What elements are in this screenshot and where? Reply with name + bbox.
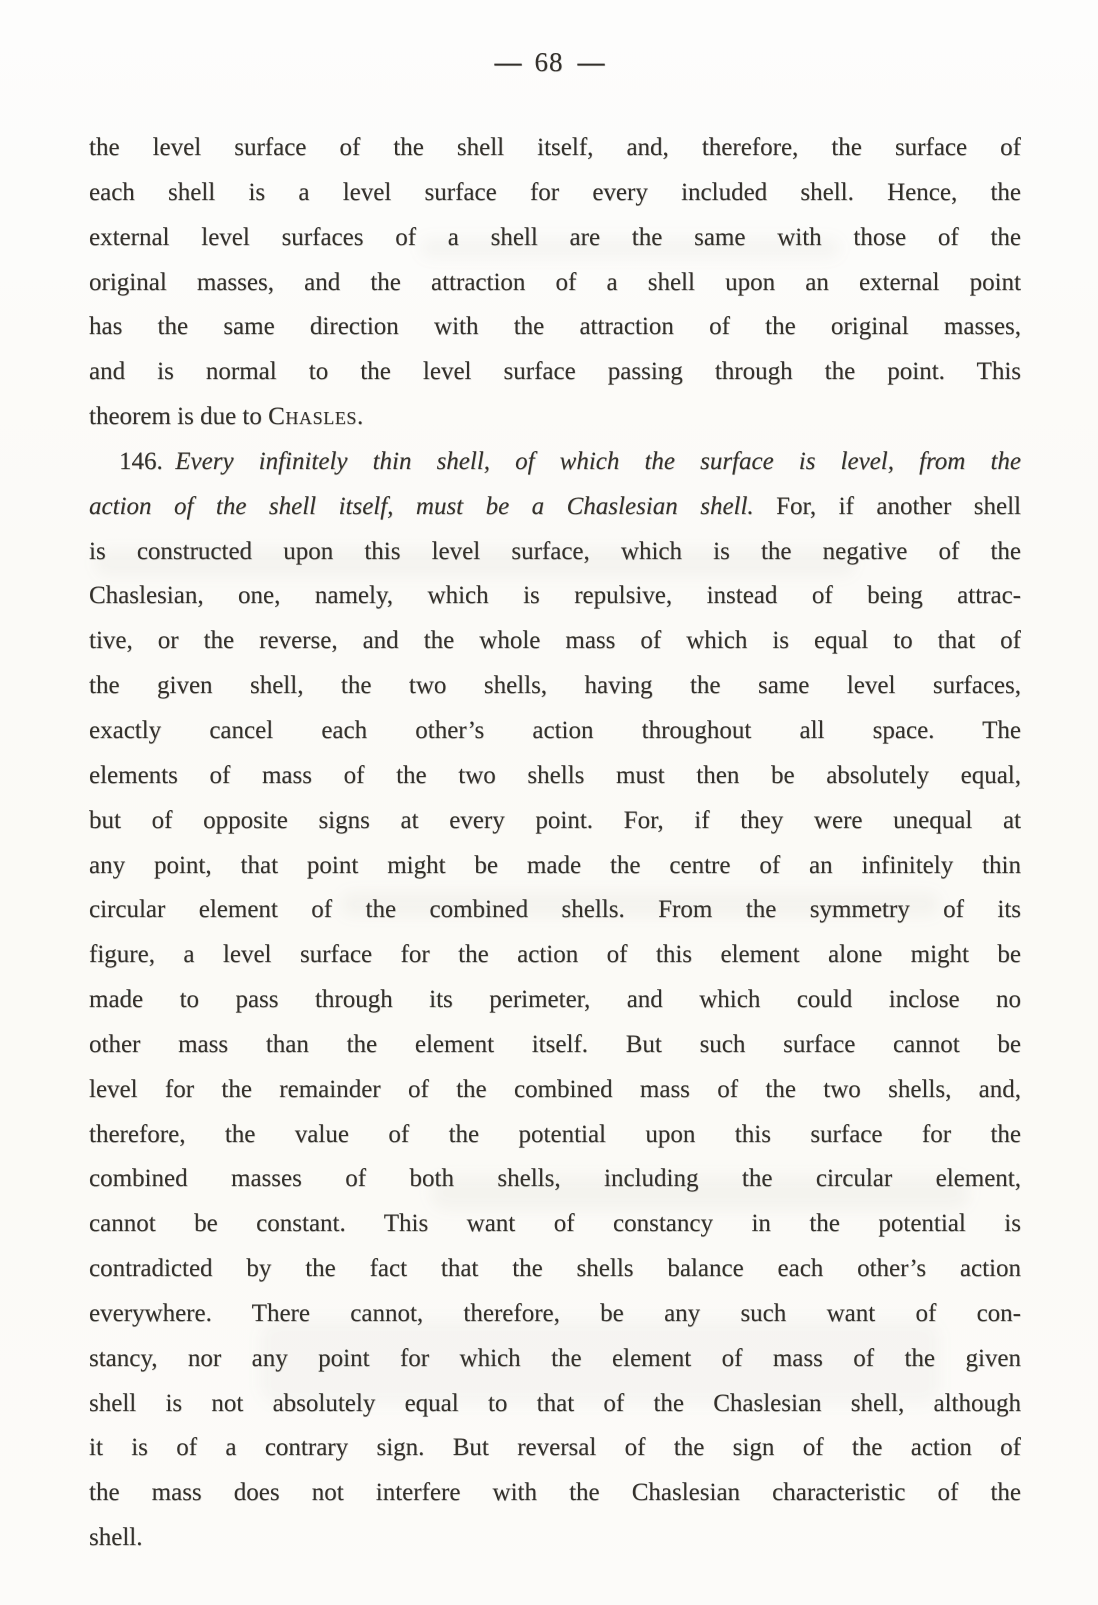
text-line [89, 1292, 1021, 1337]
text-segment: contradicted by the fact that the shells balance each other’s action [89, 1255, 1021, 1283]
text-line [89, 216, 1021, 261]
text-line [89, 933, 1021, 978]
text-line [89, 305, 1021, 350]
text-segment: Chaslesian, one, namely, which is repulsive, instead of being attrac- [89, 582, 1021, 610]
page-number: 68 [534, 47, 564, 77]
header-right-dash: — [577, 47, 604, 77]
italic-text-segment: Every infinitely thin shell, of which the surface is level, from the [175, 447, 1021, 475]
header-left-dash: — [494, 47, 521, 77]
text-segment: everywhere. There cannot, therefore, be any such want of con- [89, 1299, 1021, 1327]
text-line [89, 888, 1021, 933]
page-body [89, 126, 1021, 1561]
text-line [89, 1202, 1021, 1247]
text-segment: the mass does not interfere with the Chaslesian characteristic of the [89, 1479, 1021, 1507]
text-segment: . [357, 403, 364, 431]
text-line [89, 1337, 1021, 1382]
text-segment: exactly cancel each other’s action throughout all space. The [89, 716, 1021, 744]
text-line [89, 709, 1021, 754]
text-line [89, 1068, 1021, 1113]
text-line [89, 440, 1021, 485]
text-line [89, 261, 1021, 306]
text-line [89, 1247, 1021, 1292]
text-line [89, 664, 1021, 709]
text-segment: the level surface of the shell itself, and, therefore, the surface of [89, 134, 1021, 161]
text-segment: combined masses of both shells, including the circular element, [89, 1165, 1021, 1193]
text-line [89, 1023, 1021, 1068]
text-line [89, 1113, 1021, 1158]
text-line [89, 350, 1021, 395]
text-segment: 146. [119, 447, 176, 475]
text-segment: but of opposite signs at every point. For, if they were unequal at [89, 806, 1021, 834]
text-line [89, 1382, 1021, 1427]
text-segment: any point, that point might be made the centre of an infinitely thin [89, 851, 1021, 879]
text-segment: shell is not absolutely equal to that of the Chaslesian shell, although [89, 1389, 1021, 1417]
text-line [89, 1426, 1021, 1471]
text-line [89, 799, 1021, 844]
text-line [89, 1157, 1021, 1202]
text-segment: the given shell, the two shells, having the same level surfaces, [89, 672, 1021, 700]
text-line [89, 126, 1021, 171]
text-segment: it is of a contrary sign. But reversal of the sign of the action of [89, 1434, 1021, 1462]
page-header [0, 47, 1098, 78]
text-segment: other mass than the element itself. But such surface cannot be [89, 1030, 1021, 1058]
smallcaps-text-segment: Chasles [268, 403, 358, 431]
text-line [89, 485, 1021, 530]
text-segment: tive, or the reverse, and the whole mass of which is equal to that of [89, 627, 1021, 655]
text-line [89, 1471, 1021, 1516]
text-segment: For, if another shell [753, 492, 1021, 520]
text-segment: external level surfaces of a shell are the same with those of the [89, 223, 1021, 251]
text-line [89, 574, 1021, 619]
text-segment: stancy, nor any point for which the element of mass of the given [89, 1344, 1021, 1372]
text-line [89, 978, 1021, 1023]
text-line [89, 754, 1021, 799]
paragraph-2 [89, 440, 1021, 1561]
text-segment: level for the remainder of the combined mass of the two shells, and, [89, 1075, 1021, 1103]
text-line [89, 844, 1021, 889]
text-segment: shell. [89, 1524, 143, 1552]
text-segment: figure, a level surface for the action of this element alone might be [89, 941, 1021, 969]
text-segment: original masses, and the attraction of a shell upon an external point [89, 268, 1021, 296]
text-line [89, 619, 1021, 664]
text-segment: elements of mass of the two shells must then be absolutely equal, [89, 761, 1021, 789]
text-segment: cannot be constant. This want of constancy in the potential is [89, 1210, 1021, 1238]
text-segment: and is normal to the level surface passing through the point. This [89, 358, 1021, 386]
text-segment: therefore, the value of the potential upon this surface for the [89, 1120, 1021, 1148]
paragraph-1 [89, 126, 1021, 440]
text-segment: each shell is a level surface for every included shell. Hence, the [89, 178, 1021, 206]
text-line [89, 171, 1021, 216]
text-segment: has the same direction with the attraction of the original masses, [89, 313, 1021, 341]
text-segment: is constructed upon this level surface, which is the negative of the [89, 537, 1021, 565]
text-line [89, 530, 1021, 575]
text-segment: circular element of the combined shells. From the symmetry of its [89, 896, 1021, 924]
text-line [89, 1516, 1021, 1561]
text-segment: made to pass through its perimeter, and which could inclose no [89, 986, 1021, 1014]
text-segment: theorem is due to [89, 403, 269, 431]
italic-text-segment: action of the shell itself, must be a Chaslesian shell. [89, 492, 754, 520]
text-line [89, 395, 1021, 440]
